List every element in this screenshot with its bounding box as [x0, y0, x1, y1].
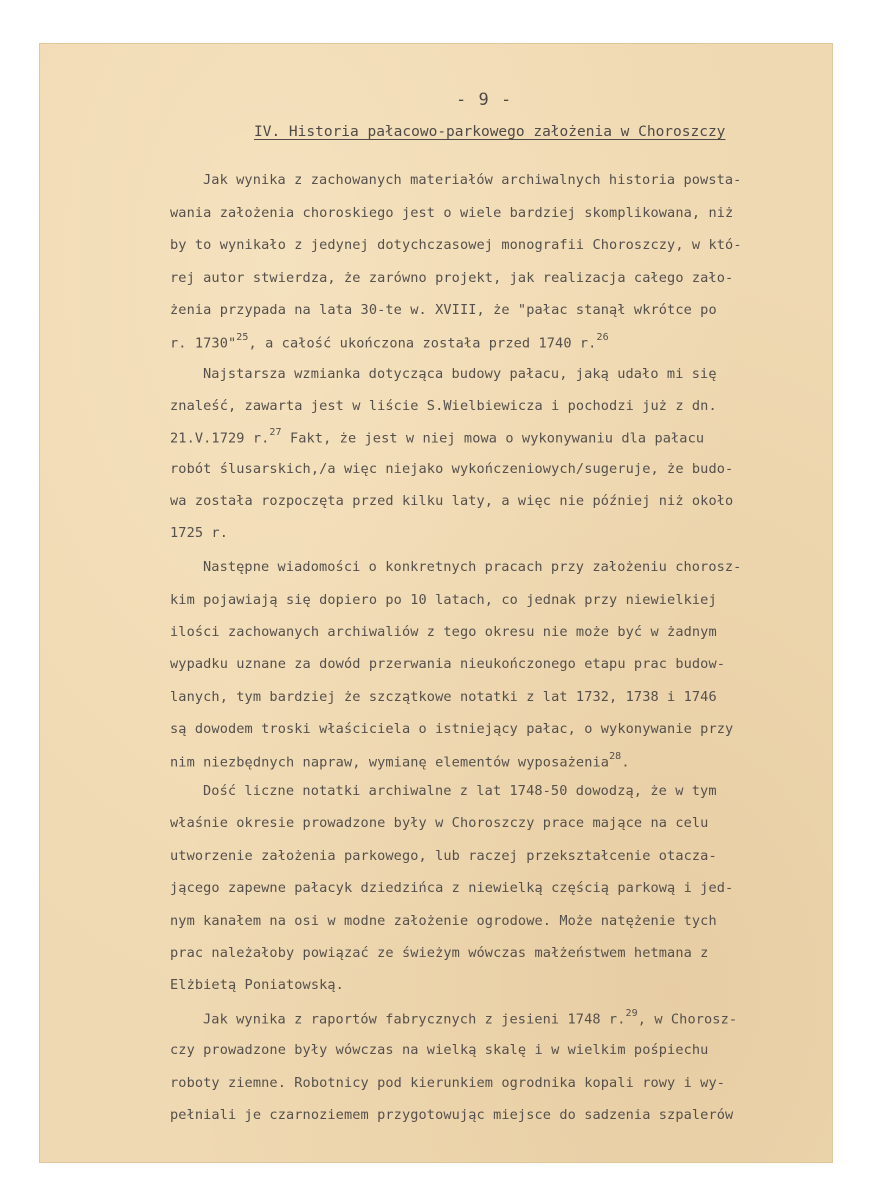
- text-line: [170, 525, 228, 541]
- line-text-continued: , w Chorosz-: [637, 1011, 738, 1028]
- line-text: kim pojawiają się dopiero po 10 latach, co jednak przy niewielkiej: [170, 592, 717, 608]
- line-text: znaleść, zawarta jest w liście S.Wielbiewicza i pochodzi już z dn.: [170, 398, 717, 414]
- text-line: [203, 366, 717, 382]
- section-heading: IV. Historia pałacowo-parkowego założenia w Choroszczy: [254, 124, 726, 140]
- text-line: [203, 559, 741, 575]
- footnote-ref: 26: [596, 332, 609, 343]
- line-text: rej autor stwierdza, że zarówno projekt, jak realizacja całego zało-: [170, 270, 734, 286]
- text-line: [170, 880, 733, 896]
- line-text: Elżbietą Poniatowską.: [170, 977, 344, 993]
- text-line: [170, 237, 742, 253]
- line-text: jącego zapewne pałacyk dziedzińca z niewielką częścią parkową i jed-: [170, 880, 734, 896]
- text-line: [170, 429, 704, 447]
- text-line: [170, 977, 344, 993]
- line-text: Następne wiadomości o konkretnych pracach przy założeniu chorosz-: [203, 559, 742, 575]
- line-text: nym kanałem na osi w modne założenie ogrodowe. Może natężenie tych: [170, 913, 717, 929]
- line-text: ilości zachowanych archiwaliów z tego okresu nie może być w żadnym: [170, 624, 717, 640]
- line-text: Jak wynika z raportów fabrycznych z jesieni 1748 r.: [203, 1011, 626, 1028]
- text-line: [170, 461, 733, 477]
- line-text: wa została rozpoczęta przed kilku laty, a więc nie później niż około: [170, 493, 734, 509]
- line-text: 1725 r.: [170, 525, 228, 541]
- text-line: [170, 1107, 733, 1123]
- line-text-continued: , a całość ukończona została przed 1740 r.: [248, 335, 597, 352]
- text-line: [170, 1075, 725, 1091]
- line-text: żenia przypada na lata 30-te w. XVIII, że "pałac stanął wkrótce po: [170, 302, 717, 318]
- text-line: [203, 1010, 737, 1028]
- text-line: [170, 815, 708, 831]
- line-text: lanych, tym bardziej że szczątkowe notatki z lat 1732, 1738 i 1746: [170, 689, 717, 705]
- text-line: [170, 848, 717, 864]
- text-line: [203, 783, 717, 799]
- line-text: właśnie okresie prowadzone były w Choroszczy prace mające na celu: [170, 815, 709, 831]
- footnote-ref: 25: [236, 332, 249, 343]
- line-text: Najstarsza wzmianka dotycząca budowy pałacu, jaką udało mi się: [203, 366, 717, 382]
- line-text: r. 1730": [170, 335, 237, 352]
- text-line: [170, 945, 708, 961]
- text-line: [170, 721, 733, 737]
- text-line: [170, 753, 630, 771]
- text-line: [170, 592, 717, 608]
- line-text: pełniali je czarnoziemem przygotowując miejsce do sadzenia szpalerów: [170, 1107, 734, 1123]
- line-text: są dowodem troski właściciela o istniejący pałac, o wykonywanie przy: [170, 721, 734, 737]
- text-line: [170, 302, 717, 318]
- text-line: [170, 689, 717, 705]
- line-text-continued: Fakt, że jest w niej mowa o wykonywaniu dla pałacu: [281, 430, 705, 447]
- footnote-ref: 29: [625, 1008, 638, 1019]
- page-number: - 9 -: [456, 90, 513, 110]
- line-text: prac należałoby powiązać ze świeżym wówczas małżeństwem hetmana z: [170, 945, 709, 961]
- footnote-ref: 27: [269, 427, 282, 438]
- line-text: wania założenia choroskiego jest o wiele bardziej skomplikowana, niż: [170, 205, 734, 221]
- text-line: [203, 172, 741, 188]
- text-line: [170, 624, 717, 640]
- line-text: nim niezbędnych napraw, wymianę elementów wyposażenia: [170, 754, 610, 771]
- line-text: Jak wynika z zachowanych materiałów archiwalnych historia powsta-: [203, 172, 742, 188]
- line-text: robót ślusarskich,/a więc niejako wykończeniowych/sugeruje, że budo-: [170, 461, 734, 477]
- footnote-ref: 28: [609, 751, 622, 762]
- text-line: [170, 334, 609, 352]
- text-line: [170, 656, 725, 672]
- line-text: wypadku uznane za dowód przerwania nieukończonego etapu prac budow-: [170, 656, 726, 672]
- text-line: [170, 913, 717, 929]
- text-line: [170, 270, 733, 286]
- text-line: [170, 493, 733, 509]
- line-text: roboty ziemne. Robotnicy pod kierunkiem ogrodnika kopali rowy i wy-: [170, 1075, 726, 1091]
- line-text: Dość liczne notatki archiwalne z lat 1748-50 dowodzą, że w tym: [203, 783, 717, 799]
- text-line: [170, 205, 733, 221]
- line-text: czy prowadzone były wówczas na wielką skalę i w wielkim pośpiechu: [170, 1042, 709, 1058]
- line-text-continued: .: [621, 754, 630, 771]
- text-line: [170, 1042, 708, 1058]
- text-line: [170, 398, 717, 414]
- line-text: 21.V.1729 r.: [170, 430, 270, 447]
- line-text: utworzenie założenia parkowego, lub raczej przekształcenie otacza-: [170, 848, 717, 864]
- line-text: by to wynikało z jedynej dotychczasowej monografii Choroszczy, w któ-: [170, 237, 742, 253]
